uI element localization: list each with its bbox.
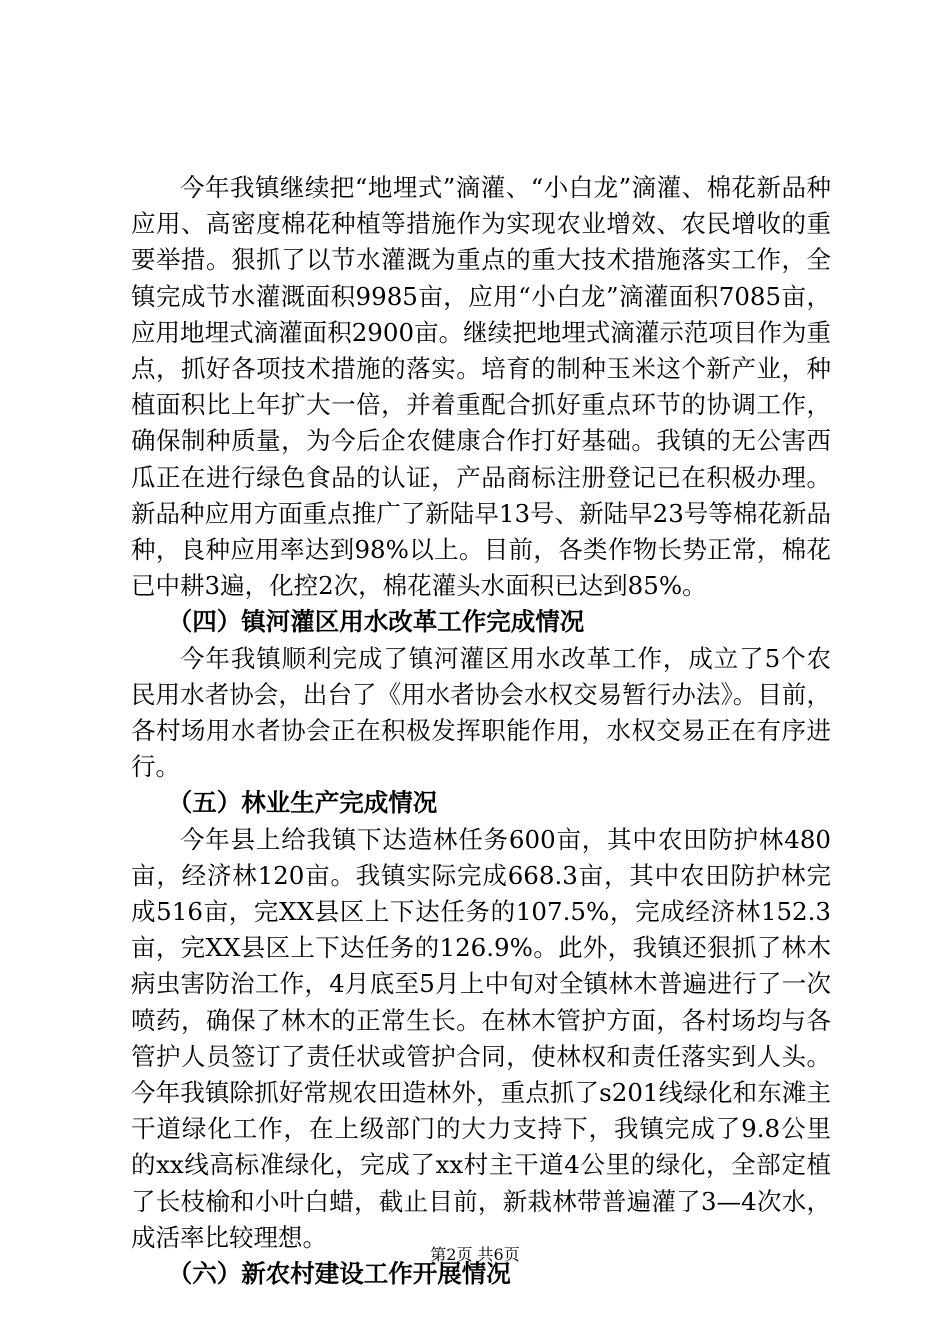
paragraph-irrigation-reform: 今年我镇顺利完成了镇河灌区用水改革工作，成立了5个农民用水者协会，出台了《用水者协会水权交易暂行办法》。目前，各村场用水者协会正在积极发挥职能作用，水权交易正在有序进行。 xyxy=(131,643,831,782)
heading-forestry: （五）林业生产完成情况 xyxy=(167,788,438,818)
paragraph-agriculture: 今年我镇继续把“地埋式”滴灌、“小白龙”滴灌、棉花新品种应用、高密度棉花种植等措施作为实现农业增效、农民增收的重要举措。狠抓了以节水灌溉为重点的重大技术措施落实工作，全镇完成节水灌溉面积9985亩，应用“小白龙”滴灌面积7085亩，应用地埋式滴灌面积2900亩。继续把地埋式滴灌示范项目作为重点，抓好各项技术措施的落实。培育的制种玉米这个新产业，种植面积比上年扩大一倍，并着重配合抓好重点环节的协调工作，确保制种质量，为今后企农健康合作打好基础。我镇的无公害西瓜正在进行绿色食品的认证，产品商标注册登记已在积极办理。新品种应用方面重点推广了新陆早13号、新陆早23号等棉花新品种，良种应用率达到98%以上。目前，各类作物长势正常，棉花已中耕3遍，化控2次，棉花灌头水面积已达到85%。 xyxy=(131,173,831,601)
heading-new-countryside: （六）新农村建设工作开展情况 xyxy=(167,1259,511,1289)
page-number-footer: 第2页 共6页 xyxy=(430,1245,520,1264)
document-body xyxy=(131,170,831,1292)
heading-irrigation-reform: （四）镇河灌区用水改革工作完成情况 xyxy=(167,607,585,637)
paragraph-forestry: 今年县上给我镇下达造林任务600亩，其中农田防护林480亩，经济林120亩。我镇实际完成668.3亩，其中农田防护林完成516亩，完XX县区上下达任务的107.5%，完成经济林152.3亩，完XX县区上下达任务的126.9%。此外，我镇还狠抓了林木病虫害防治工作，4月底至5月上中旬对全镇林木普遍进行了一次喷药，确保了林木的正常生长。在林木管护方面，各村场均与各管护人员签订了责任状或管护合同，使林权和责任落实到人头。今年我镇除抓好常规农田造林外，重点抓了s201线绿化和东滩主干道绿化工作，在上级部门的大力支持下，我镇完成了9.8公里的xx线高标准绿化，完成了xx村主干道4公里的绿化，全部定植了长枝榆和小叶白蜡，截止目前，新栽林带普遍灌了3—4次水，成活率比较理想。 xyxy=(131,824,831,1252)
